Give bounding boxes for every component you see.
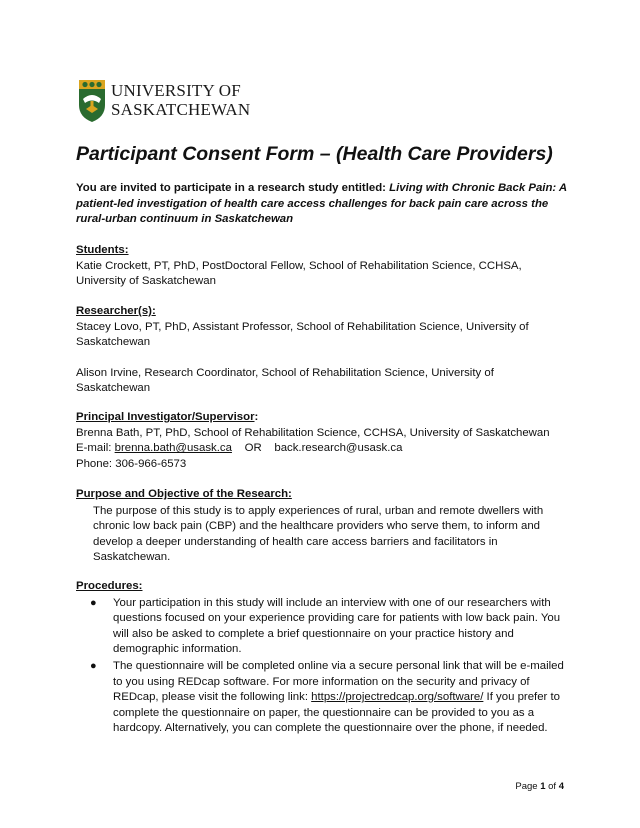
redcap-link[interactable]: https://projectredcap.org/software/	[311, 691, 484, 704]
students-heading: Students:	[76, 244, 129, 256]
wordmark-line-2: SASKATCHEWAN	[111, 100, 251, 119]
procedure-2-text-b: If you prefer to complete the questionnaire on paper, the questionnaire can be provided to you as a hardcopy. Alternatively, you can complete the questionnaire over the phone, if needed.	[113, 691, 560, 735]
list-item	[76, 596, 571, 658]
researcher-1-line-2: Saskatchewan	[76, 336, 151, 349]
pi-email-alt: back.research@usask.ca	[274, 442, 403, 455]
study-title: Living with Chronic Back Pain: A patient-led investigation of health care access challenges for back pain care across the rural-urban continuum in Saskatchewan	[76, 182, 567, 226]
student-line-1: Katie Crockett, PT, PhD, PostDoctoral Fellow, School of Rehabilitation Science, CCHSA,	[76, 259, 522, 272]
researcher-2-line-1: Alison Irvine, Research Coordinator, School of Rehabilitation Science, University of	[76, 366, 494, 379]
purpose-text: The purpose of this study is to apply experiences of rural, urban and remote dwellers with chronic low back pain (CBP) and the healthcare providers who serve them, to inform and develop a deeper understanding of health care access barriers and facilitators in Saskatchewan.	[93, 504, 544, 564]
pi-email-link[interactable]: brenna.bath@usask.ca	[114, 442, 232, 455]
purpose-section	[76, 487, 571, 566]
page-current: 1	[540, 781, 546, 792]
students-section	[76, 243, 571, 290]
researchers-heading: Researcher(s):	[76, 305, 156, 317]
list-item	[76, 659, 571, 737]
procedures-section	[76, 579, 571, 738]
invitation-paragraph	[76, 181, 571, 228]
pi-heading: Principal Investigator/Supervisor	[76, 411, 255, 423]
pi-line-1: Brenna Bath, PT, PhD, School of Rehabilitation Science, CCHSA, University of Saskatchewan	[76, 426, 550, 439]
invitation-lead: You are invited to participate in a research study entitled:	[76, 182, 390, 194]
page-word: Page	[515, 781, 541, 792]
pi-email-or: OR	[244, 442, 262, 455]
student-line-2: University of Saskatchewan	[76, 275, 216, 288]
procedures-heading: Procedures:	[76, 580, 143, 592]
bullet-icon: ●	[90, 659, 97, 672]
principal-investigator-section	[76, 410, 571, 472]
pi-phone: Phone: 306-966-6573	[76, 457, 187, 470]
researcher-1-line-1: Stacey Lovo, PT, PhD, Assistant Professor, School of Rehabilitation Science, University of	[76, 320, 529, 333]
university-wordmark	[111, 81, 250, 119]
pi-email-line	[76, 441, 571, 457]
researcher-2-line-2: Saskatchewan	[76, 382, 151, 395]
procedure-1-text: Your participation in this study will include an interview with one of our researchers with questions focused on your experience providing care for patients with low back pain. You will also be asked to complete a brief questionnaire on your practice history and demographic information.	[113, 596, 561, 656]
procedures-list	[76, 596, 571, 737]
university-logo	[78, 79, 258, 125]
page-title: Participant Consent Form – (Health Care Providers)	[76, 143, 553, 165]
procedure-2-text-a: The questionnaire will be completed online via a secure personal link that will be e-mailed to you using REDcap software. For more information on the security and privacy of REDcap, please visit the following link:	[113, 659, 564, 704]
page-total: 4	[558, 781, 564, 792]
pi-email-label: E-mail:	[76, 442, 115, 455]
page-of-word: of	[545, 781, 559, 792]
wordmark-line-1: UNIVERSITY OF	[111, 81, 241, 100]
purpose-heading: Purpose and Objective of the Research:	[76, 488, 292, 500]
bullet-icon: ●	[90, 596, 97, 609]
researchers-section	[76, 304, 571, 397]
pi-heading-colon: :	[254, 411, 259, 423]
university-crest-icon	[78, 79, 106, 123]
page-number	[515, 781, 564, 792]
